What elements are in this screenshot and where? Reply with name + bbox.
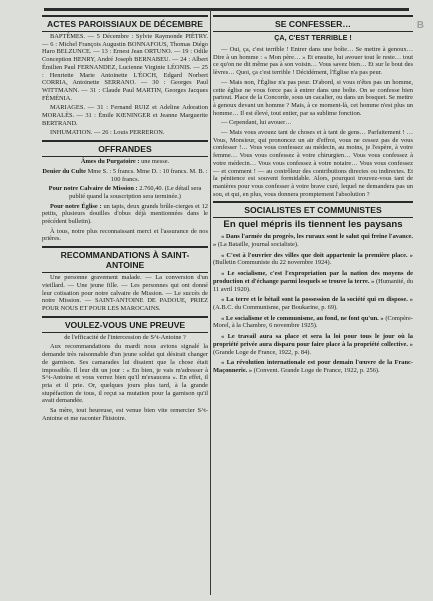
merci-text: À tous, notre plus reconnaissant merci et l'assurance de nos prières. bbox=[42, 227, 208, 243]
confesseur-heading: SE CONFESSER… bbox=[213, 15, 413, 32]
actes-heading: ACTES PAROISSIAUX DE DÉCEMBRE bbox=[42, 15, 208, 32]
quote-2: « C'est à l'ouvrier des villes que doit appartenir la première place. » (Bulletin Communiste du 22 novembre 1924). bbox=[213, 251, 413, 267]
preuve-text: Aux recommandations du mardi nous avions signalé la demande très raisonnable d'un jeune soldat qui désirait changer de garnison. Ses camarades lui disaient que la chose était impossible. Il leur dit un jour : « En bien, je vais m'adresser à S^t-Antoine et vous verrez bien qu'il m'exaucera ». En effet, il pria et il prie. Or, quelques jours plus tard, à la grande stupéfaction de tous, il reçut sa mutation pour la garnison qu'il avait demandée. bbox=[42, 343, 208, 405]
socialistes-tagline: En quel mépris ils tiennent les paysans bbox=[223, 219, 403, 231]
socialistes-heading: SOCIALISTES ET COMMUNISTES bbox=[213, 201, 413, 218]
antoine-text: Une personne gravement malade. — La conversion d'un vieillard. — Une jeune fille. — Les personnes qui ont donné leur cotisation pour notre calvaire de Mission. — Le succès de notre Mission. — SAINT-ANTOINE DE PADOUE, PRIEZ POUR NOUS ET POUR LES MAROCAINS. bbox=[42, 274, 208, 312]
confesseur-para-1: — Oui, ça, c'est terrible ! Entrer dans une boîte… Se mettre à genoux… Dire à un homme : « Mon père… » Et ensuite, lui avouer tout le reste… tout ce qu'on ne dit même pas à son voisin… Vous savez bien… Et sur le bout des lèvres… Quoi, ça c'est terrible ! Décidément, l'Église n'a pas peur. bbox=[213, 46, 413, 77]
quote-3: « Le socialisme, c'est l'expropriation par la nation des moyens de production et d'échange parmi lesquels se trouve la terre. » (Humanité, du 11 avril 1920). bbox=[213, 270, 413, 293]
offrandes-heading: OFFRANDES bbox=[42, 140, 208, 157]
preuve-heading: VOULEZ-VOUS UNE PREUVE bbox=[42, 316, 208, 333]
inhumation-text: INHUMATION. — 26 : Louis PERRERON. bbox=[50, 129, 165, 137]
culte-line: Denier du Culte Mme S. : 5 francs. Mme D. : 10 francs. M. B. : 100 francs. bbox=[42, 167, 208, 183]
mariages-text: MARIAGES. — 31 : Fernand RUIZ et Adeline Adoration MORALÈS. — 31 : Émile KŒNINGER et Jeanne Marguerite BERTRAND. bbox=[42, 104, 208, 127]
confesseur-para-3: — Cependant, lui avouer… bbox=[221, 119, 292, 127]
quote-4: « La terre et le bétail sont la possession de la société qui en dispose. » (A.B.C. du Communisme, par Boukarine, p. 69). bbox=[213, 296, 413, 311]
confesseur-para-2: — Mais non, l'Église n'a pas peur. D'abord, si vous n'êtes pas un homme, cette église ne vous force pas à entrer dans une boîte. On se confesse bien partout. Place de la Concorde, sous un cacalier, ou dans un bosquet. Se mettre à genoux devant un homme ? Mais, à ce moment-là, cet homme n'est plus un homme… Il est élevé, tout entier, par sa sublime fonction. bbox=[213, 78, 413, 117]
preuve-subtitle: de l'efficacité de l'intercession de S^t-Antoine ? bbox=[64, 333, 186, 341]
quote-1: « Dans l'armée du progrès, les ruraux sont le salut qui freine l'avance. » (La Bataille, journal socialiste). bbox=[213, 233, 413, 249]
watermark-stamp: B bbox=[416, 20, 425, 31]
quote-5: « Le socialisme et le communisme, au fond, ne font qu'un. » (Compère-Morel, à la Chambre, 6 novembre 1925). bbox=[213, 314, 413, 330]
right-column bbox=[213, 14, 413, 597]
left-column bbox=[42, 14, 208, 597]
confesseur-subheading: ÇA, C'EST TERRIBLE ! bbox=[274, 33, 352, 42]
purgatoire-line: Âmes du Purgatoire : une messe. bbox=[80, 158, 170, 166]
quote-7: « La révolution internationale est pour demain l'œuvre de la Franc-Maçonnerie. » (Convent. Grande Loge de France, 1922, p. 256). bbox=[213, 359, 413, 374]
top-rule bbox=[44, 8, 409, 11]
antoine-heading: RECOMMANDATIONS À SAINT-ANTOINE bbox=[42, 246, 208, 273]
calvaire-line: Pour notre Calvaire de Mission : 2.760,40. (Le détail sera publié quand la souscription sera terminée.) bbox=[48, 185, 202, 200]
eglise-line: Pour notre Église : un tapis, deux grands brûle-cierges et 12 petits, plusieurs douilles d'obus déjà mentionnées dans le précédent bulletin). bbox=[42, 202, 208, 226]
confesseur-para-4: — Mais vous avouez tant de choses et à tant de gens… Parfaitement ! … Vous, Monsieur, qui prononcez un air d'effroi, vous ne cessez pas de vous confesser !… Vous vous confessez au médecin, au moins, je l'espère, à votre femme… Vous vous confessez à votre chirurgien… Vous vous confessez à votre médecin… Vous vous confessez à votre notaire… Vous vous confessez — et comment ! — au contrôleur des contributions directes ou indirectes. Et la pénitence est souvent formidable. Alors, pourquoi trouvez-vous tant de manières pour vous confesser à votre brave curé, lequel ne demandera pas un sou, et qui, en plus, vous donnera promptement l'absolution ? bbox=[213, 129, 413, 198]
column-divider bbox=[210, 10, 211, 595]
baptemes-text: BAPTÊMES. — 5 Décembre : Sylvie Raymonde PIÉTRY. — 6 : Michel François Augustin BONNAFOUS, Thomas Diégo Haro BELZUNCE. — 13 : Ernest Jean ORTUNO. — 19 : Odile Conception HENRY, André Joseph BERNABEU. — 24 : Albert Émilien Paul FERNANDEZ, Lucienne Virginie LÉONIS. — 25 : Henriette Marie Antoinette L'ÉOCH, Edgard Norbert CORRIA, Antoinette SERRANO. — 30 : Georges Paul WITTMANN. — 31 : Claude Paul MARTIN, Georges Jacques FÉMÉNIA. bbox=[42, 33, 208, 102]
preuve-end-text: Sa mère, tout heureuse, est venue bien vite remercier S^t-Antoine et me raconter l'histoire. bbox=[42, 407, 208, 422]
quote-6: « Le travail aura sa place et sera la loi pour tous le jour où la propriété privée aura disparu pour faire place à la propriété collective. » (Grande Loge de France, 1922, p. 84). bbox=[213, 333, 413, 356]
